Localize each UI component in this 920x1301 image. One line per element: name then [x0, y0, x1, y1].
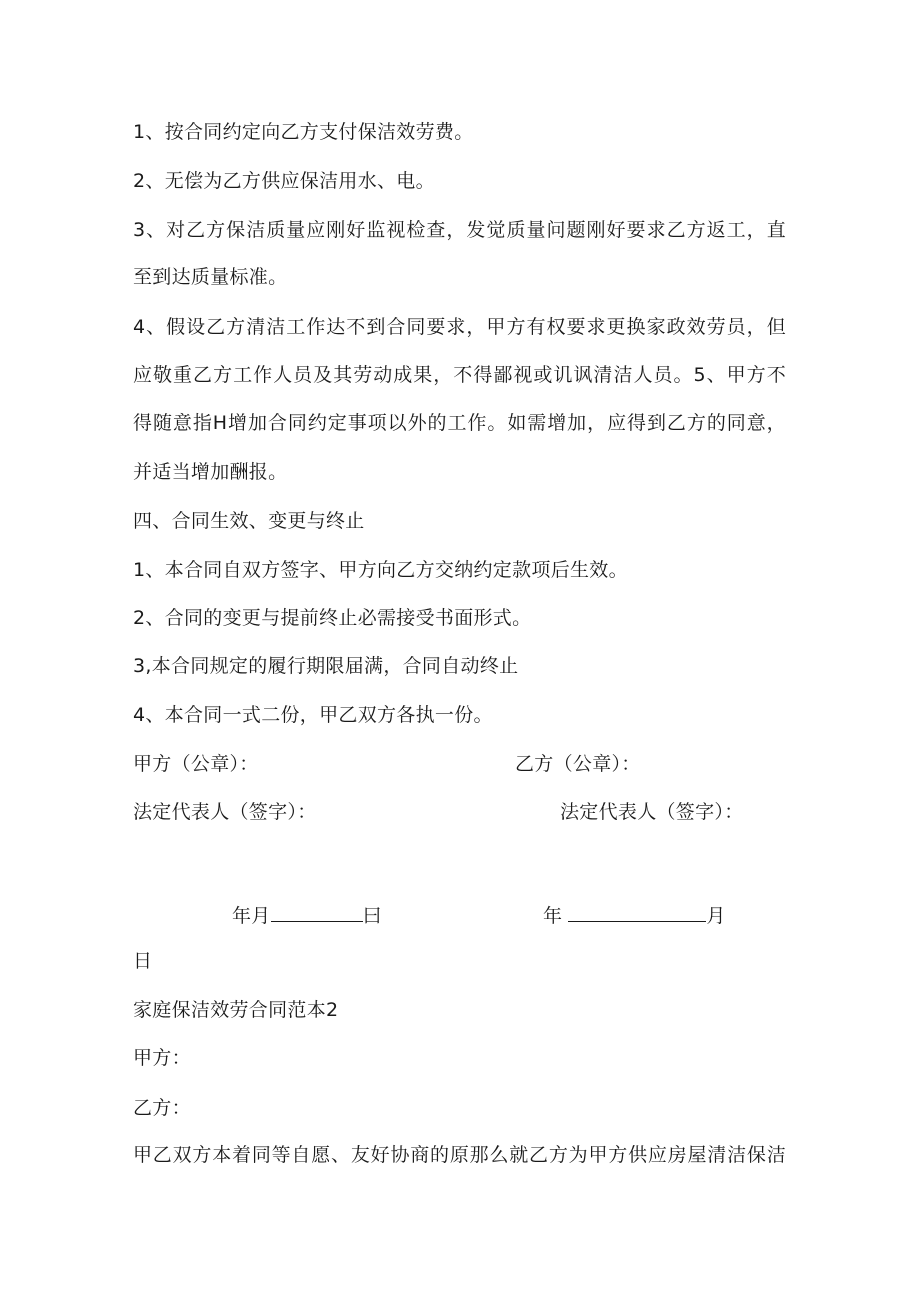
date-a-suffix: 曰 — [362, 905, 382, 927]
date-a-blank — [271, 903, 363, 922]
party-a-label: 甲方： — [133, 1047, 191, 1069]
date-b-blank — [568, 903, 706, 922]
section-4-item-2: 2、合同的变更与提前终止必需接受书面形式。 — [133, 607, 532, 629]
clause-4-line-4: 并适当增加酬报。 — [133, 461, 288, 483]
date-b-suffix: 月 — [706, 905, 726, 927]
section-4-item-3: 3,本合同规定的履行期限届满，合同自动终止 — [133, 655, 519, 677]
intro-paragraph: 甲乙双方本着同等自愿、友好协商的原那么就乙方为甲方供应房屋清洁保洁 — [133, 1144, 786, 1166]
date-a-prefix: 年月 — [232, 905, 271, 927]
party-a-representative-label: 法定代表人（签字）： — [133, 801, 317, 823]
party-b-seal-label: 乙方（公章）： — [515, 753, 641, 775]
section-4-item-4: 4、本合同一式二份，甲乙双方各执一份。 — [133, 704, 493, 726]
clause-4-line-3: 得随意指H增加合同约定事项以外的工作。如需增加，应得到乙方的同意， — [133, 412, 786, 434]
party-b-label: 乙方： — [133, 1097, 191, 1119]
party-a-seal-label: 甲方（公章）： — [133, 753, 259, 775]
party-b-date-line — [543, 903, 726, 929]
clause-3-line-1: 3、对乙方保洁质量应刚好监视检查，发觉质量问题刚好要求乙方返工，直 — [133, 219, 786, 241]
clause-3-line-2: 至到达质量标准。 — [133, 266, 288, 288]
date-b-prefix: 年 — [543, 905, 563, 927]
section-heading-4: 四、合同生效、变更与终止 — [133, 510, 365, 532]
day-label: 日 — [133, 950, 153, 972]
section-4-item-1: 1、本合同自双方签字、甲方向乙方交纳约定款项后生效。 — [133, 559, 628, 581]
clause-4-line-2: 应敬重乙方工作人员及其劳动成果，不得鄙视或讥讽清洁人员。5、甲方不 — [133, 364, 786, 386]
clause-2: 2、无偿为乙方供应保洁用水、电。 — [133, 170, 435, 192]
clause-4-line-1: 4、假设乙方清洁工作达不到合同要求，甲方有权要求更换家政效劳员，但 — [133, 316, 786, 338]
clause-1: 1、按合同约定向乙方支付保洁效劳费。 — [133, 121, 474, 143]
contract-title-2: 家庭保洁效劳合同范本2 — [133, 999, 339, 1021]
party-a-date-line — [232, 903, 382, 929]
party-b-representative-label: 法定代表人（签字）： — [560, 801, 744, 823]
